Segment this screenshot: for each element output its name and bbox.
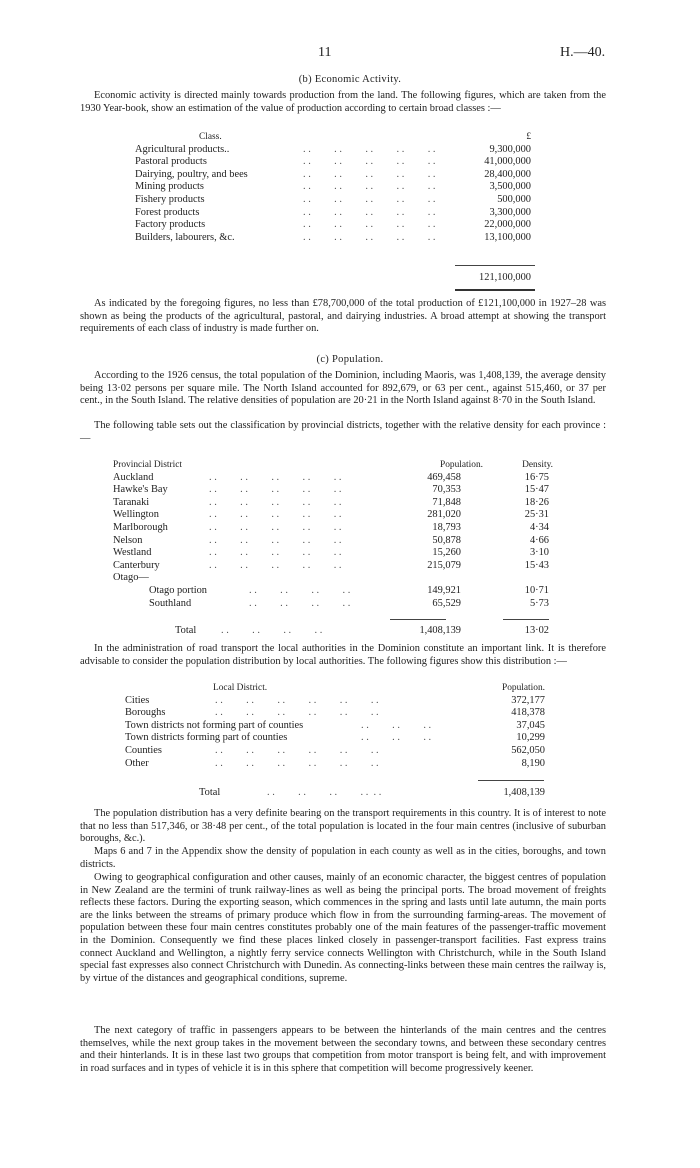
local-row-label: Boroughs [125, 707, 166, 719]
population-para-7: The next category of traffic in passengers appears to be between the hinterlands of the main centres and the centres themselves, while the next group takes in the movement between the secondary towns, and between these secondary centres and their hinterlands. It is in these last two groups that competition from motor transport is being felt, and with improvement in road surfaces and in types of vehicle it is in this sphere that competition will become progressively keener. [80, 1025, 606, 1074]
production-row: Fishery products . . . . . . . . . . 500,000 [135, 193, 531, 205]
production-total-row [135, 272, 535, 285]
provincial-row-label: Taranaki [113, 496, 150, 508]
production-row-value: 500,000 [497, 193, 531, 205]
local-row-label: Counties [125, 744, 162, 756]
provincial-total-row: Total . . . . . . . . 1,408,139 13·02 [175, 625, 549, 636]
provincial-total-density: 13·02 [524, 625, 549, 636]
production-table [135, 131, 535, 244]
local-row-population: 418,378 [511, 707, 545, 719]
local-row-label: Other [125, 757, 149, 769]
production-row-value: 13,100,000 [484, 231, 531, 243]
local-district-table [125, 682, 545, 770]
production-row-value: 41,000,000 [484, 156, 531, 168]
production-row-label: Mining products [135, 181, 204, 193]
section-title-economic: (b) Economic Activity. [298, 74, 402, 85]
production-row-label: Agricultural products.. [135, 143, 230, 155]
production-row: Agricultural products.. . . . . . . . . . . 9,300,000 [135, 143, 531, 155]
local-table-header [125, 682, 545, 695]
population-para-3: In the administration of road transport the local authorities in the Dominion constitute an important link. It is therefore advisable to consider the population distribution by local authorities. The following figures show this distribution :— [80, 643, 606, 667]
local-row: Boroughs . . . . . . . . . . . . 418,378 [125, 707, 545, 719]
provincial-row-density: 4·34 [529, 521, 549, 533]
population-para-2: The following table sets out the classification by provincial districts, together with the relative density for each province :— [80, 420, 606, 444]
production-row-label: Pastoral products [135, 156, 207, 168]
production-row: Forest products . . . . . . . . . . 3,300,000 [135, 206, 531, 218]
provincial-row-label: Westland [113, 547, 152, 559]
economic-after: As indicated by the foregoing figures, no less than £78,700,000 of the total production of £121,100,000 in 1927–28 was shown as being the products of the agricultural, pastoral, and dairying industries. A broad attempt at showing the transport requirements of each class of industry is made further on. [80, 298, 606, 335]
provincial-row-population: 215,079 [427, 559, 461, 571]
production-row-value: 3,500,000 [489, 181, 531, 193]
otago-row-population: 65,529 [432, 597, 461, 609]
otago-row-density: 5·73 [529, 597, 549, 609]
provincial-row-density: 16·75 [524, 471, 549, 483]
table-rule [455, 265, 535, 266]
provincial-row-population: 50,878 [432, 534, 461, 546]
column-density: Density. [522, 460, 553, 470]
population-para-1: According to the 1926 census, the total population of the Dominion, including Maoris, was 1,408,139, the average density being 13·02 persons per square mile. The North Island accounted for 892,679, or 63 per cent., against 515,460, or 37 per cent., in the South Island. The relative densities of population are 20·21 in the North Island against 8·70 in the South Island. [80, 370, 606, 407]
provincial-row-density: 15·43 [524, 559, 549, 571]
provincial-row-density: 4·66 [529, 534, 549, 546]
production-row-value: 9,300,000 [489, 143, 531, 155]
provincial-row-population: 70,353 [432, 484, 461, 496]
production-row-label: Builders, labourers, &c. [135, 231, 235, 243]
local-row: Town districts not forming part of counties . . . . . . 37,045 [125, 719, 545, 731]
otago-row-label: Southland [149, 597, 192, 609]
provincial-row-label: Nelson [113, 534, 143, 546]
otago-row-label: Otago portion [149, 584, 208, 596]
table-double-rule [455, 289, 535, 291]
production-row-value: 3,300,000 [489, 206, 531, 218]
otago-row: Otago portion . . . . . . . . 149,921 10·71 [149, 584, 549, 596]
document-reference: H.—40. [560, 45, 606, 60]
local-row-population: 372,177 [511, 694, 545, 706]
production-row: Factory products . . . . . . . . . . 22,000,000 [135, 219, 531, 231]
production-row-value: 22,000,000 [484, 219, 531, 231]
economic-intro: Economic activity is directed mainly towards production from the land. The following figures, which are taken from the 1930 Year-book, show an estimation of the value of production according to certain broad classes :— [80, 90, 606, 114]
local-row-label: Town districts not forming part of counties [125, 719, 304, 731]
column-local-population: Population. [502, 683, 545, 693]
provincial-row: Taranaki . . . . . . . . . . 71,848 18·26 [113, 496, 549, 508]
local-row-label: Town districts forming part of counties [125, 732, 288, 744]
provincial-row: Wellington . . . . . . . . . . 281,020 25·31 [113, 509, 549, 521]
local-total-population: 1,408,139 [503, 787, 545, 798]
provincial-row-label: Wellington [113, 509, 159, 521]
provincial-row-population: 281,020 [427, 509, 461, 521]
production-total: 121,100,000 [479, 272, 531, 283]
table-rule [503, 619, 549, 620]
provincial-row: Westland . . . . . . . . . . 15,260 3·10 [113, 547, 549, 559]
local-row-population: 37,045 [516, 719, 545, 731]
provincial-row-density: 3·10 [529, 547, 549, 559]
population-para-6: Owing to geographical configuration and other causes, mainly of an economic character, the biggest centres of population in New Zealand are the termini of trunk railway-lines as well as being the principal ports. The broad movement of freights reflects these factors. During the exporting season, which commences in the spring and lasts until late autumn, the main ports are the links between the streams of primary produce which flow in from the surrounding farming-areas. The movement of population between these four main centres constitutes probably one of the main features of the passenger-traffic movement in the Dominion. Consequently we find these places linked closely in passenger-transport facilities. Fast express trains connect Auckland and Wellington, a nightly ferry service connects Wellington with Christchurch, while in the South Island special fast expresses also connect Christchurch with Dunedin. As connecting-links between these main centres the railway is, by virtue of the distances and geographical conditions, supreme. [80, 872, 606, 984]
production-row: Builders, labourers, &c. . . . . . . . . . . 13,100,000 [135, 231, 531, 243]
local-row-population: 562,050 [511, 744, 545, 756]
provincial-row-population: 71,848 [432, 496, 461, 508]
otago-heading: Otago— [113, 572, 149, 584]
production-row: Mining products . . . . . . . . . . 3,500,000 [135, 181, 531, 193]
provincial-table-header [113, 459, 573, 472]
provincial-row-label: Canterbury [113, 559, 160, 571]
provincial-row-population: 15,260 [432, 547, 461, 559]
provincial-row: Auckland . . . . . . . . . . 469,458 16·75 [113, 471, 549, 483]
provincial-row: Nelson . . . . . . . . . . 50,878 4·66 [113, 534, 549, 546]
otago-row: Southland . . . . . . . . 65,529 5·73 [149, 597, 549, 609]
column-pound: £ [526, 132, 531, 142]
provincial-row: Marlborough . . . . . . . . . . 18,793 4·34 [113, 521, 549, 533]
provincial-row-population: 18,793 [432, 521, 461, 533]
production-row-label: Fishery products [135, 193, 205, 205]
local-row-label: Cities [125, 694, 150, 706]
provincial-row-density: 18·26 [524, 496, 549, 508]
population-para-4: The population distribution has a very definite bearing on the transport requirements in this country. It is of interest to note that no less than 517,346, or 38·48 per cent., of the total population is located in the four main centres (inclusive of suburban boroughs, &c.). [80, 808, 606, 845]
production-row-value: 28,400,000 [484, 168, 531, 180]
local-row: Counties . . . . . . . . . . . . 562,050 [125, 744, 545, 756]
page-number: 11 [318, 45, 332, 60]
otago-row-population: 149,921 [427, 584, 461, 596]
local-row: Town districts forming part of counties . . . . . . 10,299 [125, 732, 545, 744]
provincial-table [113, 459, 573, 610]
column-provincial-district: Provincial District [113, 460, 182, 470]
otago-row-density: 10·71 [524, 584, 549, 596]
local-row: Other . . . . . . . . . . . . 8,190 [125, 757, 545, 769]
column-local-district: Local District. [213, 683, 268, 693]
column-class: Class. [199, 132, 222, 142]
provincial-row-density: 15·47 [524, 484, 549, 496]
local-row-population: 10,299 [516, 732, 545, 744]
section-title-population: (c) Population. [316, 354, 384, 365]
provincial-row-density: 25·31 [524, 509, 549, 521]
production-table-header [135, 131, 535, 144]
table-rule [478, 780, 544, 781]
provincial-row-population: 469,458 [427, 471, 461, 483]
local-row-population: 8,190 [521, 757, 545, 769]
provincial-row: Canterbury . . . . . . . . . . 215,079 15·43 [113, 559, 549, 571]
table-rule [390, 619, 446, 620]
production-row-label: Dairying, poultry, and bees [135, 168, 248, 180]
provincial-row: Hawke's Bay . . . . . . . . . . 70,353 15·47 [113, 484, 549, 496]
production-row: Dairying, poultry, and bees . . . . . . . . . . 28,400,000 [135, 168, 531, 180]
provincial-row-label: Auckland [113, 471, 154, 483]
production-row-label: Forest products [135, 206, 200, 218]
provincial-row-label: Marlborough [113, 521, 168, 533]
population-para-5: Maps 6 and 7 in the Appendix show the density of population in each county as well as in the cities, boroughs, and town districts. [80, 846, 606, 870]
column-population: Population. [440, 460, 483, 470]
production-row: Pastoral products . . . . . . . . . . 41,000,000 [135, 156, 531, 168]
provincial-row-label: Hawke's Bay [113, 484, 168, 496]
production-row-label: Factory products [135, 219, 206, 231]
local-total-row: Total . . . . . . . . . . 1,408,139 [199, 787, 545, 798]
local-row: Cities . . . . . . . . . . . . 372,177 [125, 694, 545, 706]
provincial-total-population: 1,408,139 [419, 625, 461, 636]
